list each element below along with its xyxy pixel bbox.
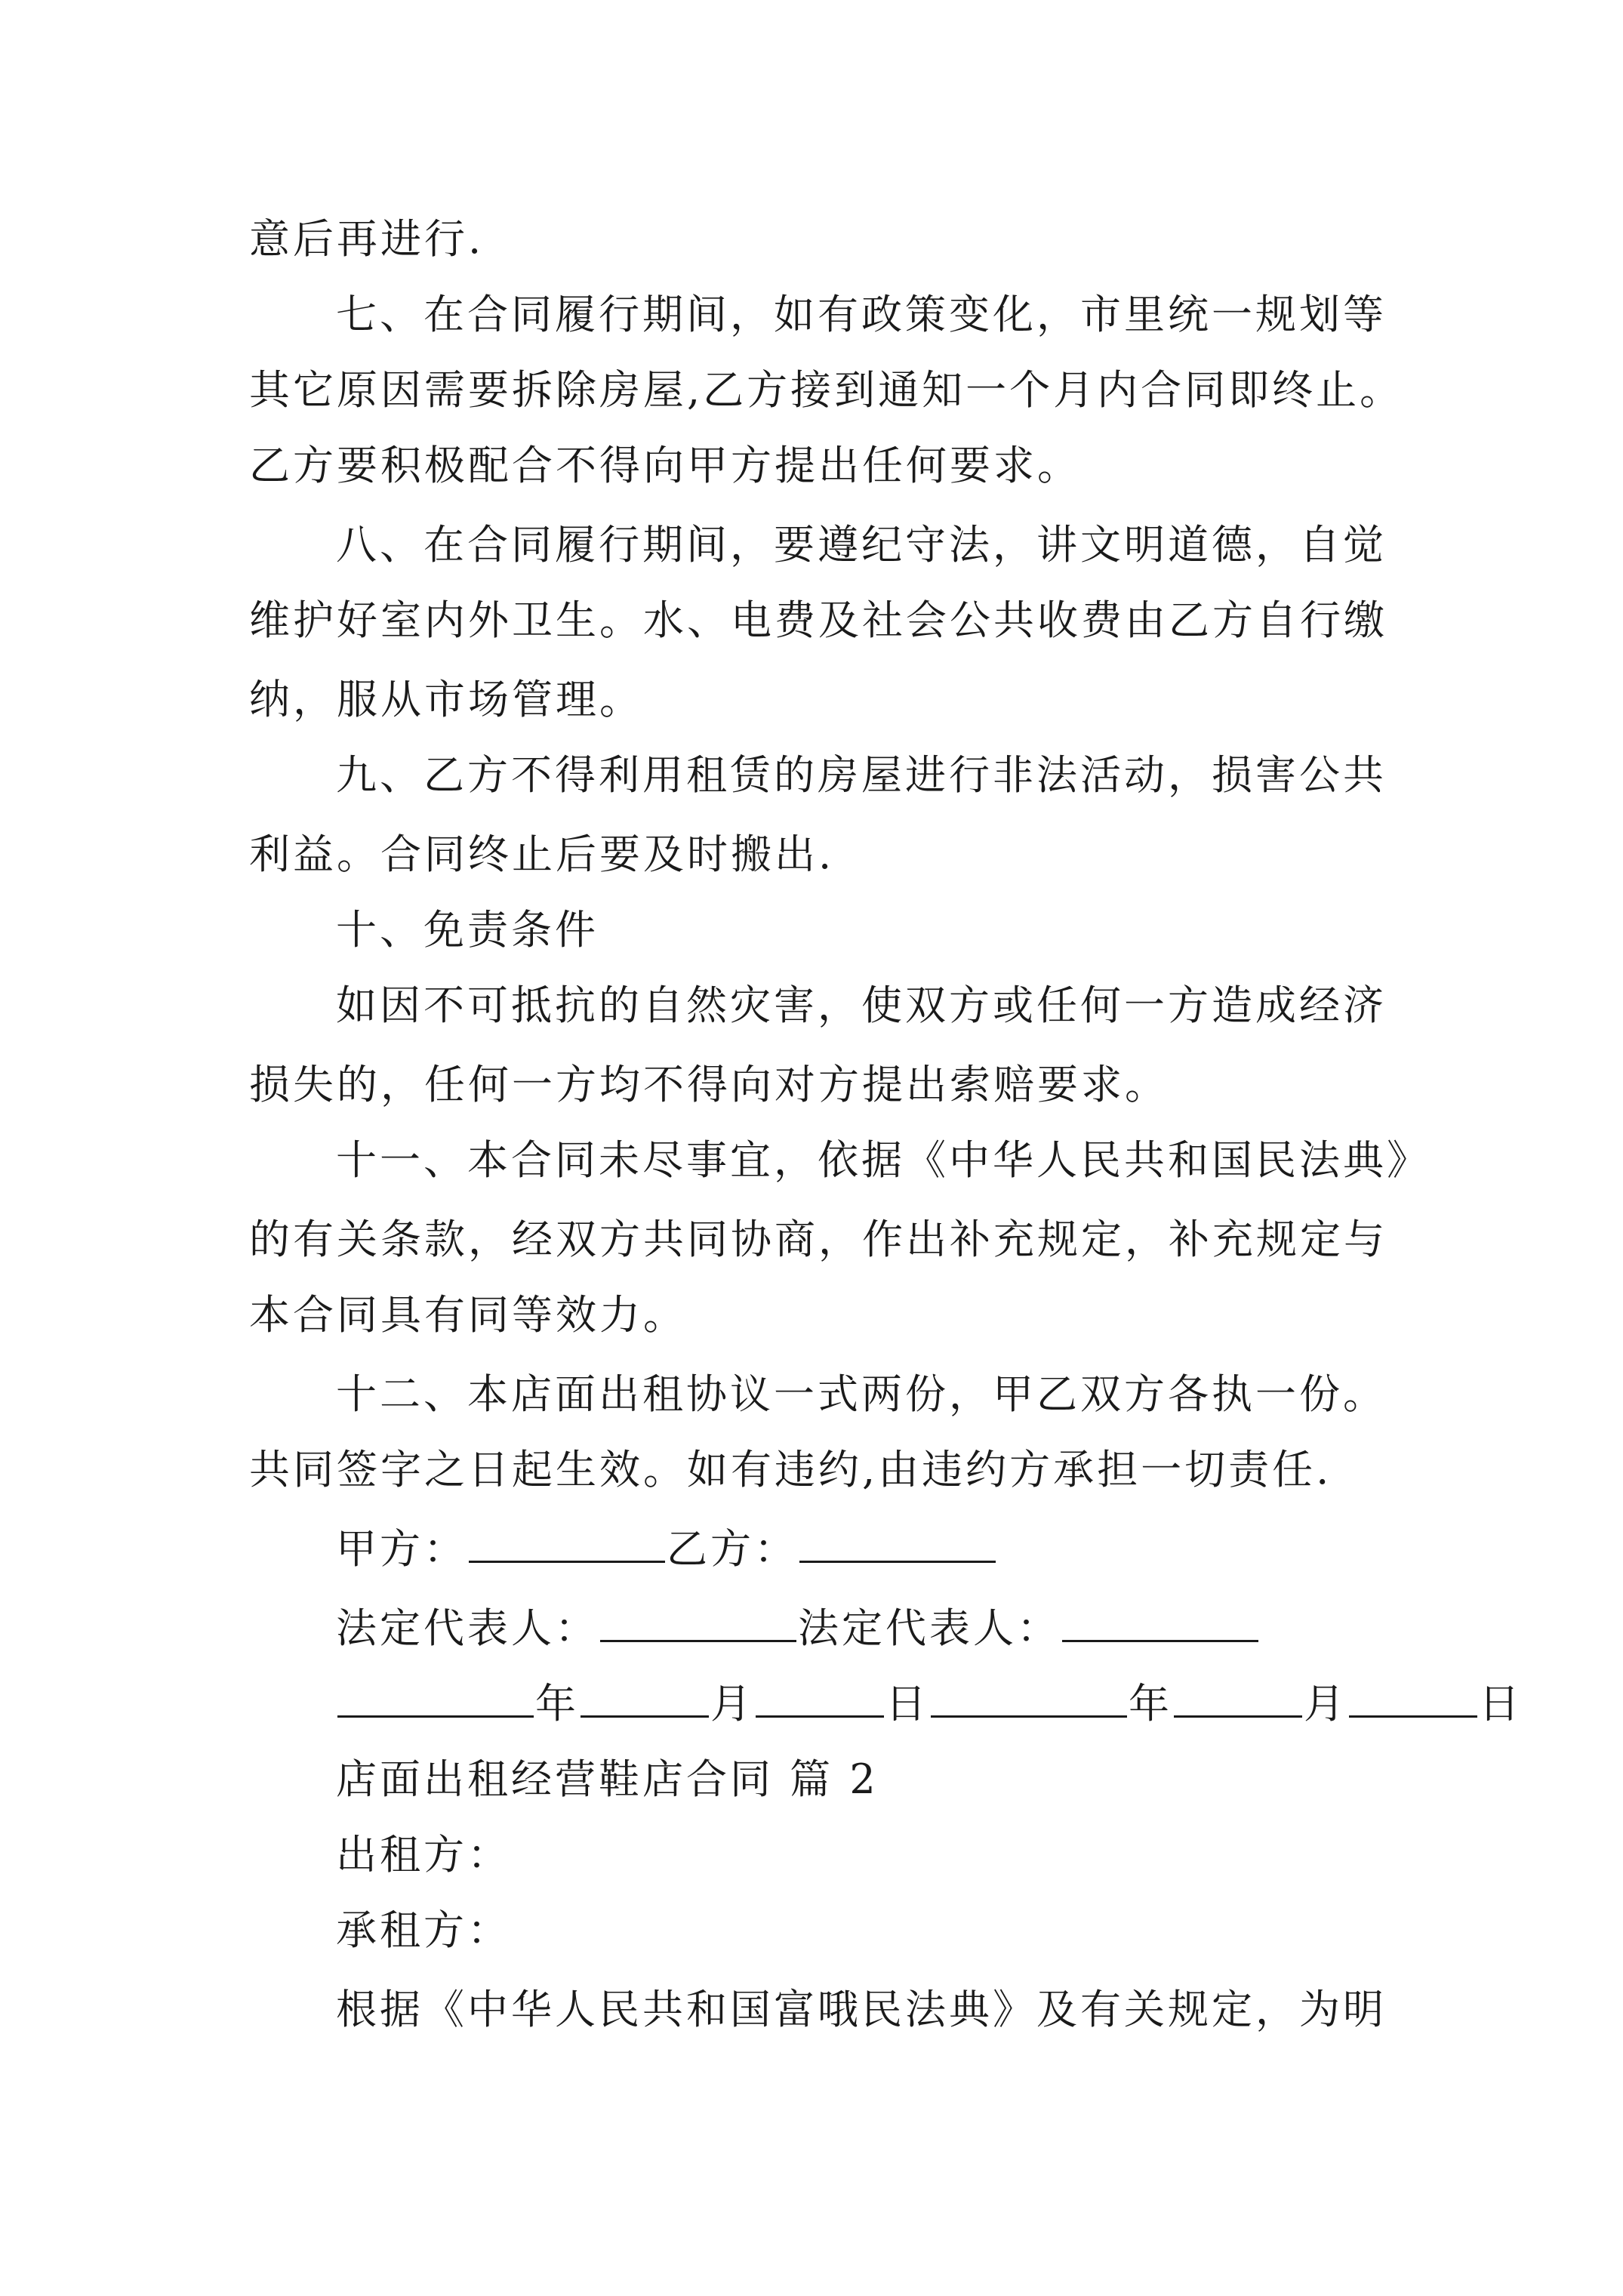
paragraph-line: 本合同具有同等效力。 xyxy=(249,1291,687,1339)
paragraph-line: 其它原因需要拆除房屋,乙方接到通知一个月内合同即终止。 xyxy=(249,366,1404,414)
party-signature-line xyxy=(336,1521,997,1573)
year-b-label: 年 xyxy=(1129,1680,1172,1727)
day-b-blank xyxy=(1349,1676,1477,1718)
party-a-label: 甲方： xyxy=(336,1525,467,1573)
section-2-title: 店面出租经营鞋店合同 篇 2 xyxy=(336,1755,879,1803)
year-b-blank xyxy=(931,1676,1127,1718)
lessor-label: 出租方： xyxy=(336,1831,511,1878)
paragraph-line: 意后再进行. xyxy=(249,215,485,263)
date-signature-line xyxy=(336,1676,1523,1728)
rep-a-blank xyxy=(600,1601,796,1642)
rep-b-blank xyxy=(1062,1601,1258,1642)
month-a-blank xyxy=(581,1676,709,1718)
paragraph-line: 共同签字之日起生效。如有违约,由违约方承担一切责任. xyxy=(249,1446,1332,1493)
clause-12-line: 十二、本店面出租协议一式两份，甲乙双方各执一份。 xyxy=(336,1370,1387,1418)
clause-8-line: 八、在合同履行期间，要遵纪守法，讲文明道德，自觉 xyxy=(336,521,1387,569)
clause-11-line: 十一、本合同未尽事宜，依据《中华人民共和国民法典》 xyxy=(336,1136,1431,1184)
clause-10-heading: 十、免责条件 xyxy=(336,906,599,954)
year-a-blank xyxy=(337,1676,534,1718)
party-a-blank xyxy=(469,1521,665,1563)
paragraph-line: 如因不可抵抗的自然灾害，使双方或任何一方造成经济 xyxy=(336,982,1387,1029)
party-b-blank xyxy=(799,1521,996,1563)
section-2-intro: 根据《中华人民共和国富哦民法典》及有关规定，为明 xyxy=(336,1986,1387,2033)
paragraph-line: 的有关条款，经双方共同协商，作出补充规定，补充规定与 xyxy=(249,1216,1387,1263)
day-a-blank xyxy=(756,1676,884,1718)
paragraph-line: 纳，服从市场管理。 xyxy=(249,676,643,723)
party-b-label: 乙方： xyxy=(667,1525,798,1573)
paragraph-line: 乙方要积极配合不得向甲方提出任何要求。 xyxy=(249,442,1081,489)
day-b-label: 日 xyxy=(1479,1680,1523,1727)
month-b-label: 月 xyxy=(1304,1680,1347,1727)
day-a-label: 日 xyxy=(885,1680,929,1727)
month-b-blank xyxy=(1174,1676,1302,1718)
year-a-label: 年 xyxy=(535,1680,579,1727)
rep-a-label: 法定代表人： xyxy=(336,1604,599,1652)
rep-b-label: 法定代表人： xyxy=(798,1604,1061,1652)
paragraph-line: 损失的，任何一方均不得向对方提出索赔要求。 xyxy=(249,1061,1169,1108)
month-a-label: 月 xyxy=(710,1680,754,1727)
clause-9-line: 九、乙方不得利用租赁的房屋进行非法活动，损害公共 xyxy=(336,751,1387,799)
paragraph-line: 维护好室内外卫生。水、电费及社会公共收费由乙方自行缴 xyxy=(249,596,1387,644)
lessee-label: 承租方： xyxy=(336,1906,511,1954)
representative-signature-line xyxy=(336,1601,1260,1653)
paragraph-line: 利益。合同终止后要及时搬出. xyxy=(249,831,835,878)
clause-7-line: 七、在合同履行期间，如有政策变化，市里统一规划等 xyxy=(336,291,1387,338)
